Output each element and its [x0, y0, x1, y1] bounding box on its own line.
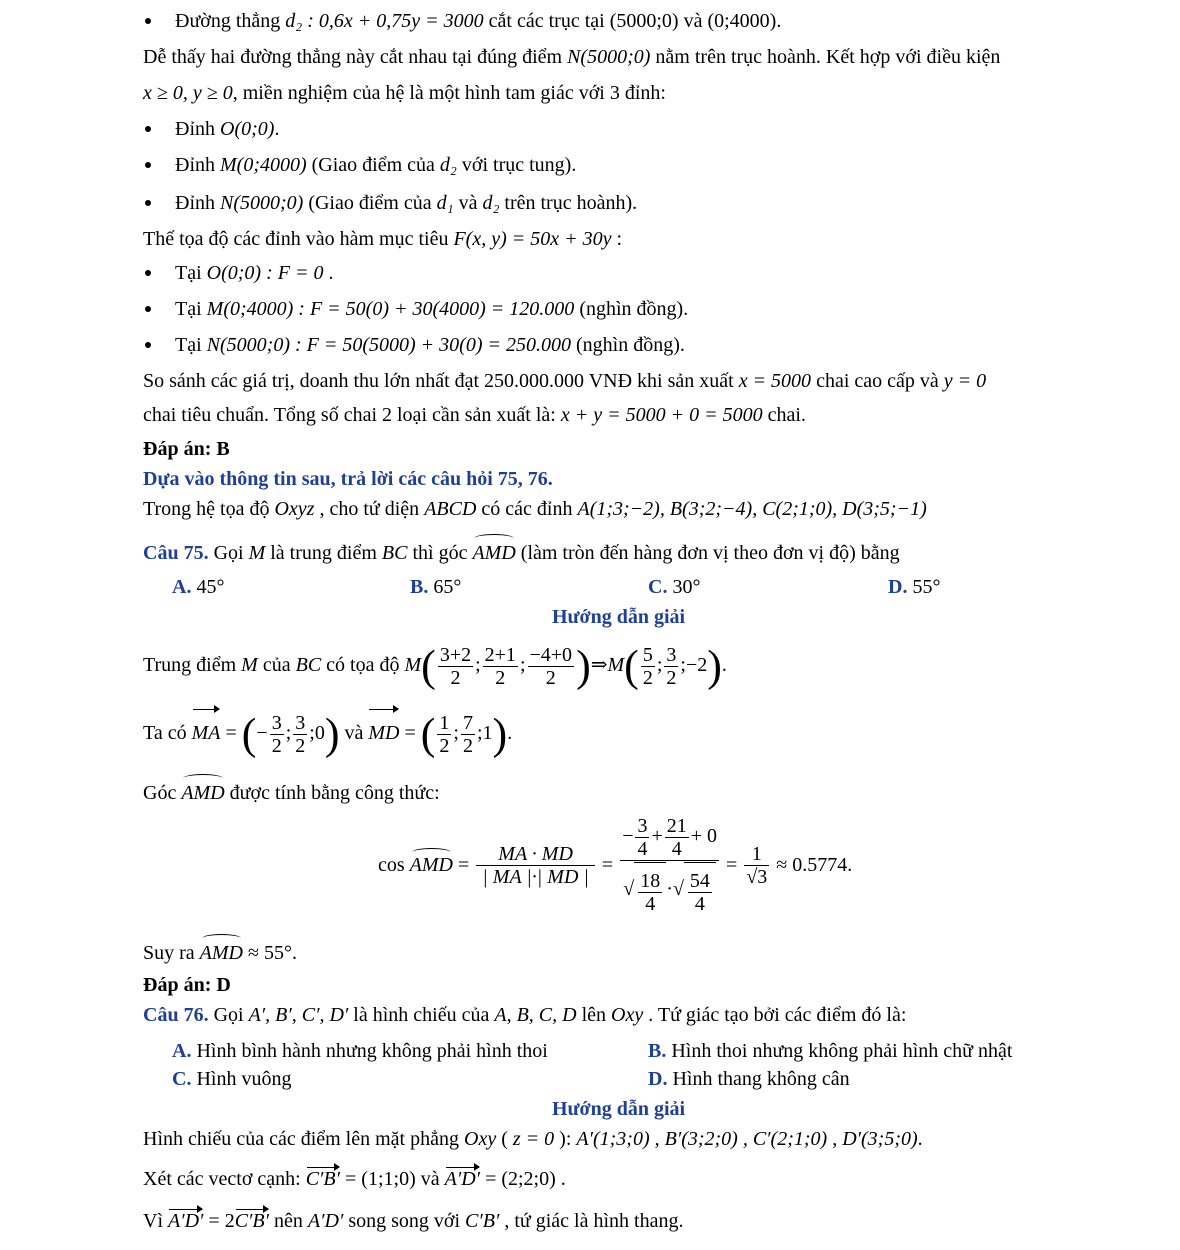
paren: (: [421, 641, 436, 691]
text: =: [399, 722, 421, 744]
paren: (: [241, 709, 257, 759]
numerator: 1: [439, 711, 450, 734]
math: M(0;4000) : F = 50(0) + 30(4000) = 120.000: [206, 298, 575, 320]
text-line: [143, 80, 666, 106]
text: và: [339, 722, 369, 744]
math: (0;4000): [707, 10, 777, 32]
math: N(5000;0): [567, 46, 651, 68]
math: Oxy: [611, 1004, 644, 1026]
denominator: 2: [642, 666, 653, 689]
math: A′D′: [307, 1210, 344, 1232]
paren: (: [420, 709, 436, 759]
math: A′, B′, C′, D′: [248, 1004, 349, 1026]
option-value: Hình vuông: [191, 1068, 292, 1090]
fraction: [665, 815, 689, 860]
numerator: 3: [271, 711, 282, 734]
math: O(0;0) : F = 0: [206, 262, 324, 284]
math: Oxyz: [274, 498, 315, 520]
math: O(0;0): [220, 118, 275, 140]
text: Đỉnh: [175, 192, 220, 214]
text-line: [175, 190, 637, 216]
text-line: [143, 1166, 566, 1192]
denominator: 2: [271, 734, 282, 757]
text: cos: [378, 853, 410, 876]
math: A(1;3;−2), B(3;2;−4), C(2;1;0), D(3;5;−1): [577, 498, 927, 520]
option-d[interactable]: [648, 1066, 850, 1092]
text: Hình chiếu của các điểm lên mặt phẳng: [143, 1128, 464, 1150]
question-75: [143, 540, 900, 566]
fraction: [664, 644, 678, 689]
text: Gọi: [208, 1004, 249, 1026]
text: (nghìn đồng).: [570, 334, 685, 356]
denominator: 4: [637, 837, 648, 860]
option-key: A.: [172, 576, 192, 598]
denominator: 4: [645, 892, 656, 915]
math: x = 5000: [738, 370, 812, 392]
fraction: [641, 644, 655, 689]
numerator: 3: [295, 711, 306, 734]
text: =: [220, 722, 242, 744]
fraction: [437, 712, 451, 757]
denominator: 2: [666, 666, 677, 689]
math: (5000;0): [609, 10, 679, 32]
vector: MD: [368, 708, 399, 758]
text: .: [507, 722, 513, 744]
text: Xét các vectơ cạnh:: [143, 1168, 306, 1190]
denominator: 2: [439, 734, 450, 757]
option-key: B.: [648, 1040, 667, 1062]
numerator: 54: [689, 869, 710, 892]
option-value: Hình bình hành nhưng không phải hình thoi: [191, 1040, 548, 1062]
option-value: 65°: [433, 576, 462, 598]
math: + 0: [690, 825, 718, 847]
text-line: [143, 496, 927, 522]
option-value: Hình thoi nhưng không phải hình chữ nhật: [666, 1040, 1013, 1062]
text: :: [611, 228, 623, 250]
fraction: [483, 644, 518, 689]
option-a[interactable]: [172, 1038, 548, 1064]
numerator: 2+1: [484, 643, 516, 666]
paren: ): [576, 641, 591, 691]
text: ):: [554, 1128, 577, 1150]
text-line: [175, 116, 279, 142]
text: cắt các trục tại: [483, 10, 610, 32]
math: x + y = 5000 + 0 = 5000: [560, 404, 763, 426]
fraction: [461, 712, 475, 757]
text-line: [175, 260, 333, 286]
text: nên: [269, 1210, 308, 1232]
vector: C′B′: [234, 1210, 270, 1232]
guide-heading: Hướng dẫn giải: [552, 1098, 686, 1120]
math: d₂ : 0,6x + 0,75y = 3000: [285, 10, 484, 32]
text: trên trục hoành).: [499, 192, 638, 214]
text: .: [721, 654, 727, 676]
text: = 2: [203, 1210, 235, 1232]
option-d[interactable]: [888, 574, 940, 600]
numerator: 21: [666, 814, 687, 837]
option-value: Hình thang không cân: [667, 1068, 850, 1090]
fraction: [688, 870, 712, 915]
text: thì góc: [407, 542, 473, 564]
paren: (: [624, 641, 639, 691]
text: là trung điểm: [265, 542, 382, 564]
text: chai.: [762, 404, 806, 426]
text: , cho tứ diện: [314, 498, 425, 520]
text-line: Trung điểm M của BC có tọa độ M( $\frac{3+2}{2}$ ; $\frac{2+1}{2}$ ; $\frac{-4+0}{2}$ )⇒M( $\frac{5}{2}$ ; $\frac{3}{2}$ ;−2).: [143, 641, 727, 691]
text-line: [175, 332, 685, 358]
vector: A′D′: [444, 1168, 481, 1190]
option-c[interactable]: [648, 574, 700, 600]
text: Đường thẳng: [175, 10, 286, 32]
math: ABCD: [424, 498, 477, 520]
option-key: C.: [172, 1068, 192, 1090]
option-c[interactable]: [172, 1066, 291, 1092]
text: là hình chiếu của: [348, 1004, 495, 1026]
text: (nghìn đồng).: [574, 298, 689, 320]
numerator: 3: [637, 814, 648, 837]
question-76: [143, 1002, 906, 1028]
text: .: [917, 1128, 923, 1150]
denominator: | MA |·| MD |: [482, 865, 589, 888]
text: chai cao cấp và: [811, 370, 944, 392]
fraction: [528, 644, 575, 689]
text: = (1;1;0): [340, 1168, 416, 1190]
text: song song với: [343, 1210, 466, 1232]
math: M: [241, 654, 258, 676]
text: .: [776, 10, 782, 32]
math: A, B, C, D: [494, 1004, 577, 1026]
text: nằm trên trục hoành. Kết hợp với điều kiện: [650, 46, 1001, 68]
math: M: [248, 542, 266, 564]
numerator: MA · MD: [476, 843, 595, 866]
math: −2: [685, 654, 708, 676]
text: Trung điểm: [143, 654, 242, 676]
text: Thế tọa độ các đỉnh vào hàm mục tiêu: [143, 228, 454, 250]
denominator: 2: [462, 734, 473, 757]
text: chai tiêu chuẩn. Tổng số chai 2 loại cần sản xuất là:: [143, 404, 561, 426]
text-line: [143, 940, 297, 966]
text: .: [274, 118, 280, 140]
fraction: [476, 843, 595, 888]
text: có tọa độ: [321, 654, 405, 676]
math: M(0;4000): [220, 154, 307, 176]
numerator: −4+0: [529, 643, 573, 666]
text: có các đỉnh: [476, 498, 578, 520]
text-line: [175, 8, 781, 34]
text: Suy ra: [143, 942, 200, 964]
text-line: [175, 152, 576, 178]
paren: ): [707, 641, 722, 691]
math: d₁: [436, 192, 454, 214]
math: z = 0: [512, 1128, 555, 1150]
text: ≈ 55°.: [243, 942, 297, 964]
numerator: 18: [640, 869, 661, 892]
vector: C′B′: [305, 1168, 341, 1190]
text: (Giao điểm của: [303, 192, 437, 214]
option-key: D.: [648, 1068, 668, 1090]
vector: MA: [192, 708, 221, 758]
fraction: [635, 815, 649, 860]
text: và: [453, 192, 483, 214]
text: .: [555, 1168, 566, 1190]
denominator: 2: [545, 666, 556, 689]
text: và: [415, 1168, 445, 1190]
option-value: 55°: [912, 576, 941, 598]
text: , miền nghiệm của hệ là một hình tam giác với 3 đỉnh:: [232, 82, 666, 104]
numerator: − $\frac{3}{4}$ + $\frac{21}{4}$ + 0: [620, 812, 719, 861]
text: , tứ giác là hình thang.: [499, 1210, 684, 1232]
angle-symbol: AMD: [181, 782, 225, 804]
section-heading: Dựa vào thông tin sau, trả lời các câu hỏi 75, 76.: [143, 468, 553, 490]
question-label: Câu 75.: [143, 542, 209, 564]
text: được tính bằng công thức:: [224, 782, 440, 804]
paren: ): [492, 709, 508, 759]
text-line: [143, 1208, 683, 1234]
cosine-formula: cos AMD = $\frac{MA \cdot MD}{| MA |\cdot| MD |}$ = − $\frac{3}{4}$ + $\frac{21}{4}$ + 0 √ $\frac{18}{4}$ ·√ $\frac{54}{4}$ = $\frac{1}{√3}$ ≈ 0.5774.: [378, 812, 852, 919]
denominator: 4: [694, 892, 705, 915]
option-a[interactable]: [172, 574, 224, 600]
text-line: Ta có MA = (− $\frac{3}{2}$ ; $\frac{3}{2}$ ;0) và MD = ( $\frac{1}{2}$ ; $\frac{7}{2}$ ;1).: [143, 709, 513, 759]
math: −: [256, 722, 268, 744]
text: .: [323, 262, 334, 284]
numerator: 1: [744, 843, 769, 866]
numerator: 5: [642, 643, 653, 666]
text: ≈ 0.5774.: [776, 853, 853, 876]
text: = (2;2;0): [480, 1168, 556, 1190]
option-value: 45°: [196, 576, 225, 598]
math: d₂: [482, 192, 500, 214]
question-label: Câu 76.: [143, 1004, 209, 1026]
text: (: [496, 1128, 513, 1150]
denominator: 2: [450, 666, 461, 689]
text: lên: [576, 1004, 612, 1026]
angle-symbol: AMD: [409, 853, 453, 876]
math: A′(1;3;0) , B′(3;2;0) , C′(2;1;0) , D′(3;5;0): [576, 1128, 918, 1150]
text-line: [143, 368, 986, 394]
math: x ≥ 0, y ≥ 0: [143, 82, 233, 104]
fraction: [438, 644, 473, 689]
math: C′B′: [465, 1210, 500, 1232]
text-line: [175, 296, 688, 322]
text: Trong hệ tọa độ: [143, 498, 275, 520]
text: của: [257, 654, 296, 676]
fraction: [270, 712, 284, 757]
math: M: [404, 654, 422, 676]
text: Tại: [175, 334, 207, 356]
option-value: 30°: [672, 576, 701, 598]
denominator: √3: [746, 865, 768, 888]
fraction: [744, 843, 769, 888]
denominator: 2: [495, 666, 506, 689]
text: Tại: [175, 262, 207, 284]
denominator: 2: [295, 734, 306, 757]
fraction: [293, 712, 307, 757]
denominator: 4: [671, 837, 682, 860]
option-key: C.: [648, 576, 668, 598]
numerator: 7: [462, 711, 473, 734]
option-key: D.: [888, 576, 908, 598]
text: Dễ thấy hai đường thẳng này cắt nhau tại đúng điểm: [143, 46, 568, 68]
text-line: [143, 1126, 923, 1152]
sqrt: [684, 862, 716, 919]
denominator: √ $\frac{18}{4}$ ·√ $\frac{54}{4}$: [620, 861, 719, 919]
text: . Tứ giác tạo bởi các điểm đó là:: [643, 1004, 907, 1026]
text-line: [143, 226, 622, 252]
math: M: [607, 654, 625, 676]
numerator: 3+2: [439, 643, 472, 666]
text: và: [678, 10, 708, 32]
text: Đỉnh: [175, 118, 220, 140]
math: 0: [314, 722, 325, 744]
text: So sánh các giá trị, doanh thu lớn nhất đạt 250.000.000 VNĐ khi sản xuất: [143, 370, 739, 392]
numerator: 3: [666, 643, 677, 666]
angle-symbol: AMD: [199, 942, 243, 964]
fraction: [620, 812, 719, 919]
text-line: [143, 780, 440, 806]
text: Vì: [143, 1210, 168, 1232]
math: N(5000;0): [220, 192, 304, 214]
sqrt: [634, 862, 666, 919]
math: Oxy: [464, 1128, 497, 1150]
text: Gọi: [208, 542, 249, 564]
math: d₂: [439, 154, 457, 176]
answer-label: Đáp án: D: [143, 974, 231, 996]
text: Tại: [175, 298, 207, 320]
math: F(x, y) = 50x + 30y: [453, 228, 612, 250]
option-key: A.: [172, 1040, 192, 1062]
guide-heading: Hướng dẫn giải: [552, 606, 686, 628]
text-line: [143, 44, 1000, 70]
text: (Giao điểm của: [306, 154, 440, 176]
math: y = 0: [943, 370, 987, 392]
math: BC: [381, 542, 408, 564]
vector: A′D′: [168, 1210, 204, 1232]
option-key: B.: [410, 576, 429, 598]
text: Ta có: [143, 722, 192, 744]
math: 1: [482, 722, 493, 744]
math: BC: [295, 654, 322, 676]
fraction: [638, 870, 662, 915]
paren: ): [324, 709, 340, 759]
text: với trục tung).: [456, 154, 577, 176]
option-b[interactable]: [648, 1038, 1012, 1064]
math: N(5000;0) : F = 50(5000) + 30(0) = 250.000: [206, 334, 571, 356]
angle-symbol: AMD: [472, 542, 516, 564]
text: (làm tròn đến hàng đơn vị theo đơn vị độ) bằng: [515, 542, 900, 564]
text: Góc: [143, 782, 182, 804]
arrow: ⇒: [590, 654, 608, 676]
answer-label: Đáp án: B: [143, 438, 230, 460]
option-b[interactable]: [410, 574, 461, 600]
text-line: [143, 402, 806, 428]
text: Đỉnh: [175, 154, 220, 176]
